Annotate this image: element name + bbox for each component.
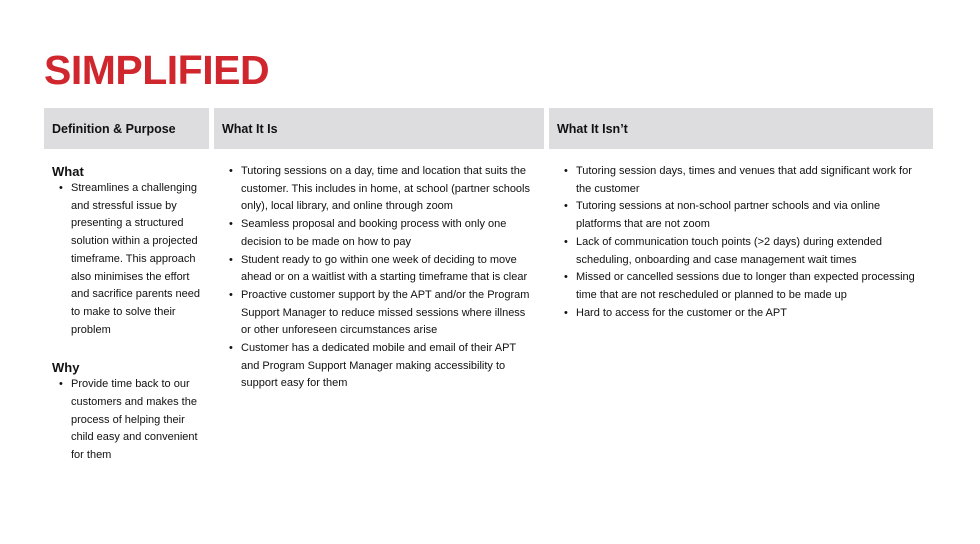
list-item: • Tutoring sessions on a day, time and location that suits the customer. This includes in home, at school (partner schools only), local library, and online through zoom — [241, 163, 536, 216]
what-heading: What — [52, 164, 84, 179]
what-it-is-list — [241, 163, 536, 393]
list-item: • Tutoring session days, times and venues that add significant work for the customer — [576, 163, 927, 198]
list-item: • Lack of communication touch points (>2 days) during extended scheduling, onboarding and case management wait times — [576, 234, 927, 269]
list-item: • Hard to access for the customer or the APT — [576, 305, 927, 323]
list-item: • Proactive customer support by the APT and/or the Program Support Manager to reduce missed sessions where illness or other unforeseen circumstances arise — [241, 287, 536, 340]
what-it-is-header: What It Is — [214, 108, 544, 149]
what-list — [71, 180, 205, 339]
list-item: • Customer has a dedicated mobile and email of their APT and Program Support Manager making accessibility to support easy for them — [241, 340, 536, 393]
why-heading: Why — [52, 360, 80, 376]
what-it-is-column — [214, 108, 544, 465]
what-it-isnt-body — [549, 149, 933, 322]
list-item: • Tutoring sessions at non-school partner schools and via online platforms that are not zoom — [576, 198, 927, 233]
list-item: • Student ready to go within one week of deciding to move ahead or on a waitlist with a starting timeframe that is clear — [241, 252, 536, 287]
definition-column — [44, 108, 209, 465]
list-item: • Streamlines a challenging and stressful issue by presenting a structured solution within a projected timeframe. This approach also minimises the effort and sacrifice parents need to make to solve their problem — [71, 180, 205, 339]
page-title: SIMPLIFIED — [44, 47, 270, 93]
list-item: • Seamless proposal and booking process with only one decision to be made on how to pay — [241, 216, 536, 251]
list-item: • Provide time back to our customers and makes the process of helping their child easy and convenient for them — [71, 376, 205, 465]
list-item: • Missed or cancelled sessions due to longer than expected processing time that are not rescheduled or planned to be made up — [576, 269, 927, 304]
what-it-is-body — [214, 149, 544, 393]
what-it-isnt-header: What It Isn’t — [549, 108, 933, 149]
what-it-isnt-column — [549, 108, 933, 465]
definition-body — [44, 149, 209, 465]
comparison-table — [44, 108, 933, 465]
why-list — [71, 376, 205, 465]
definition-header: Definition & Purpose — [44, 108, 209, 149]
what-it-isnt-list — [576, 163, 927, 322]
